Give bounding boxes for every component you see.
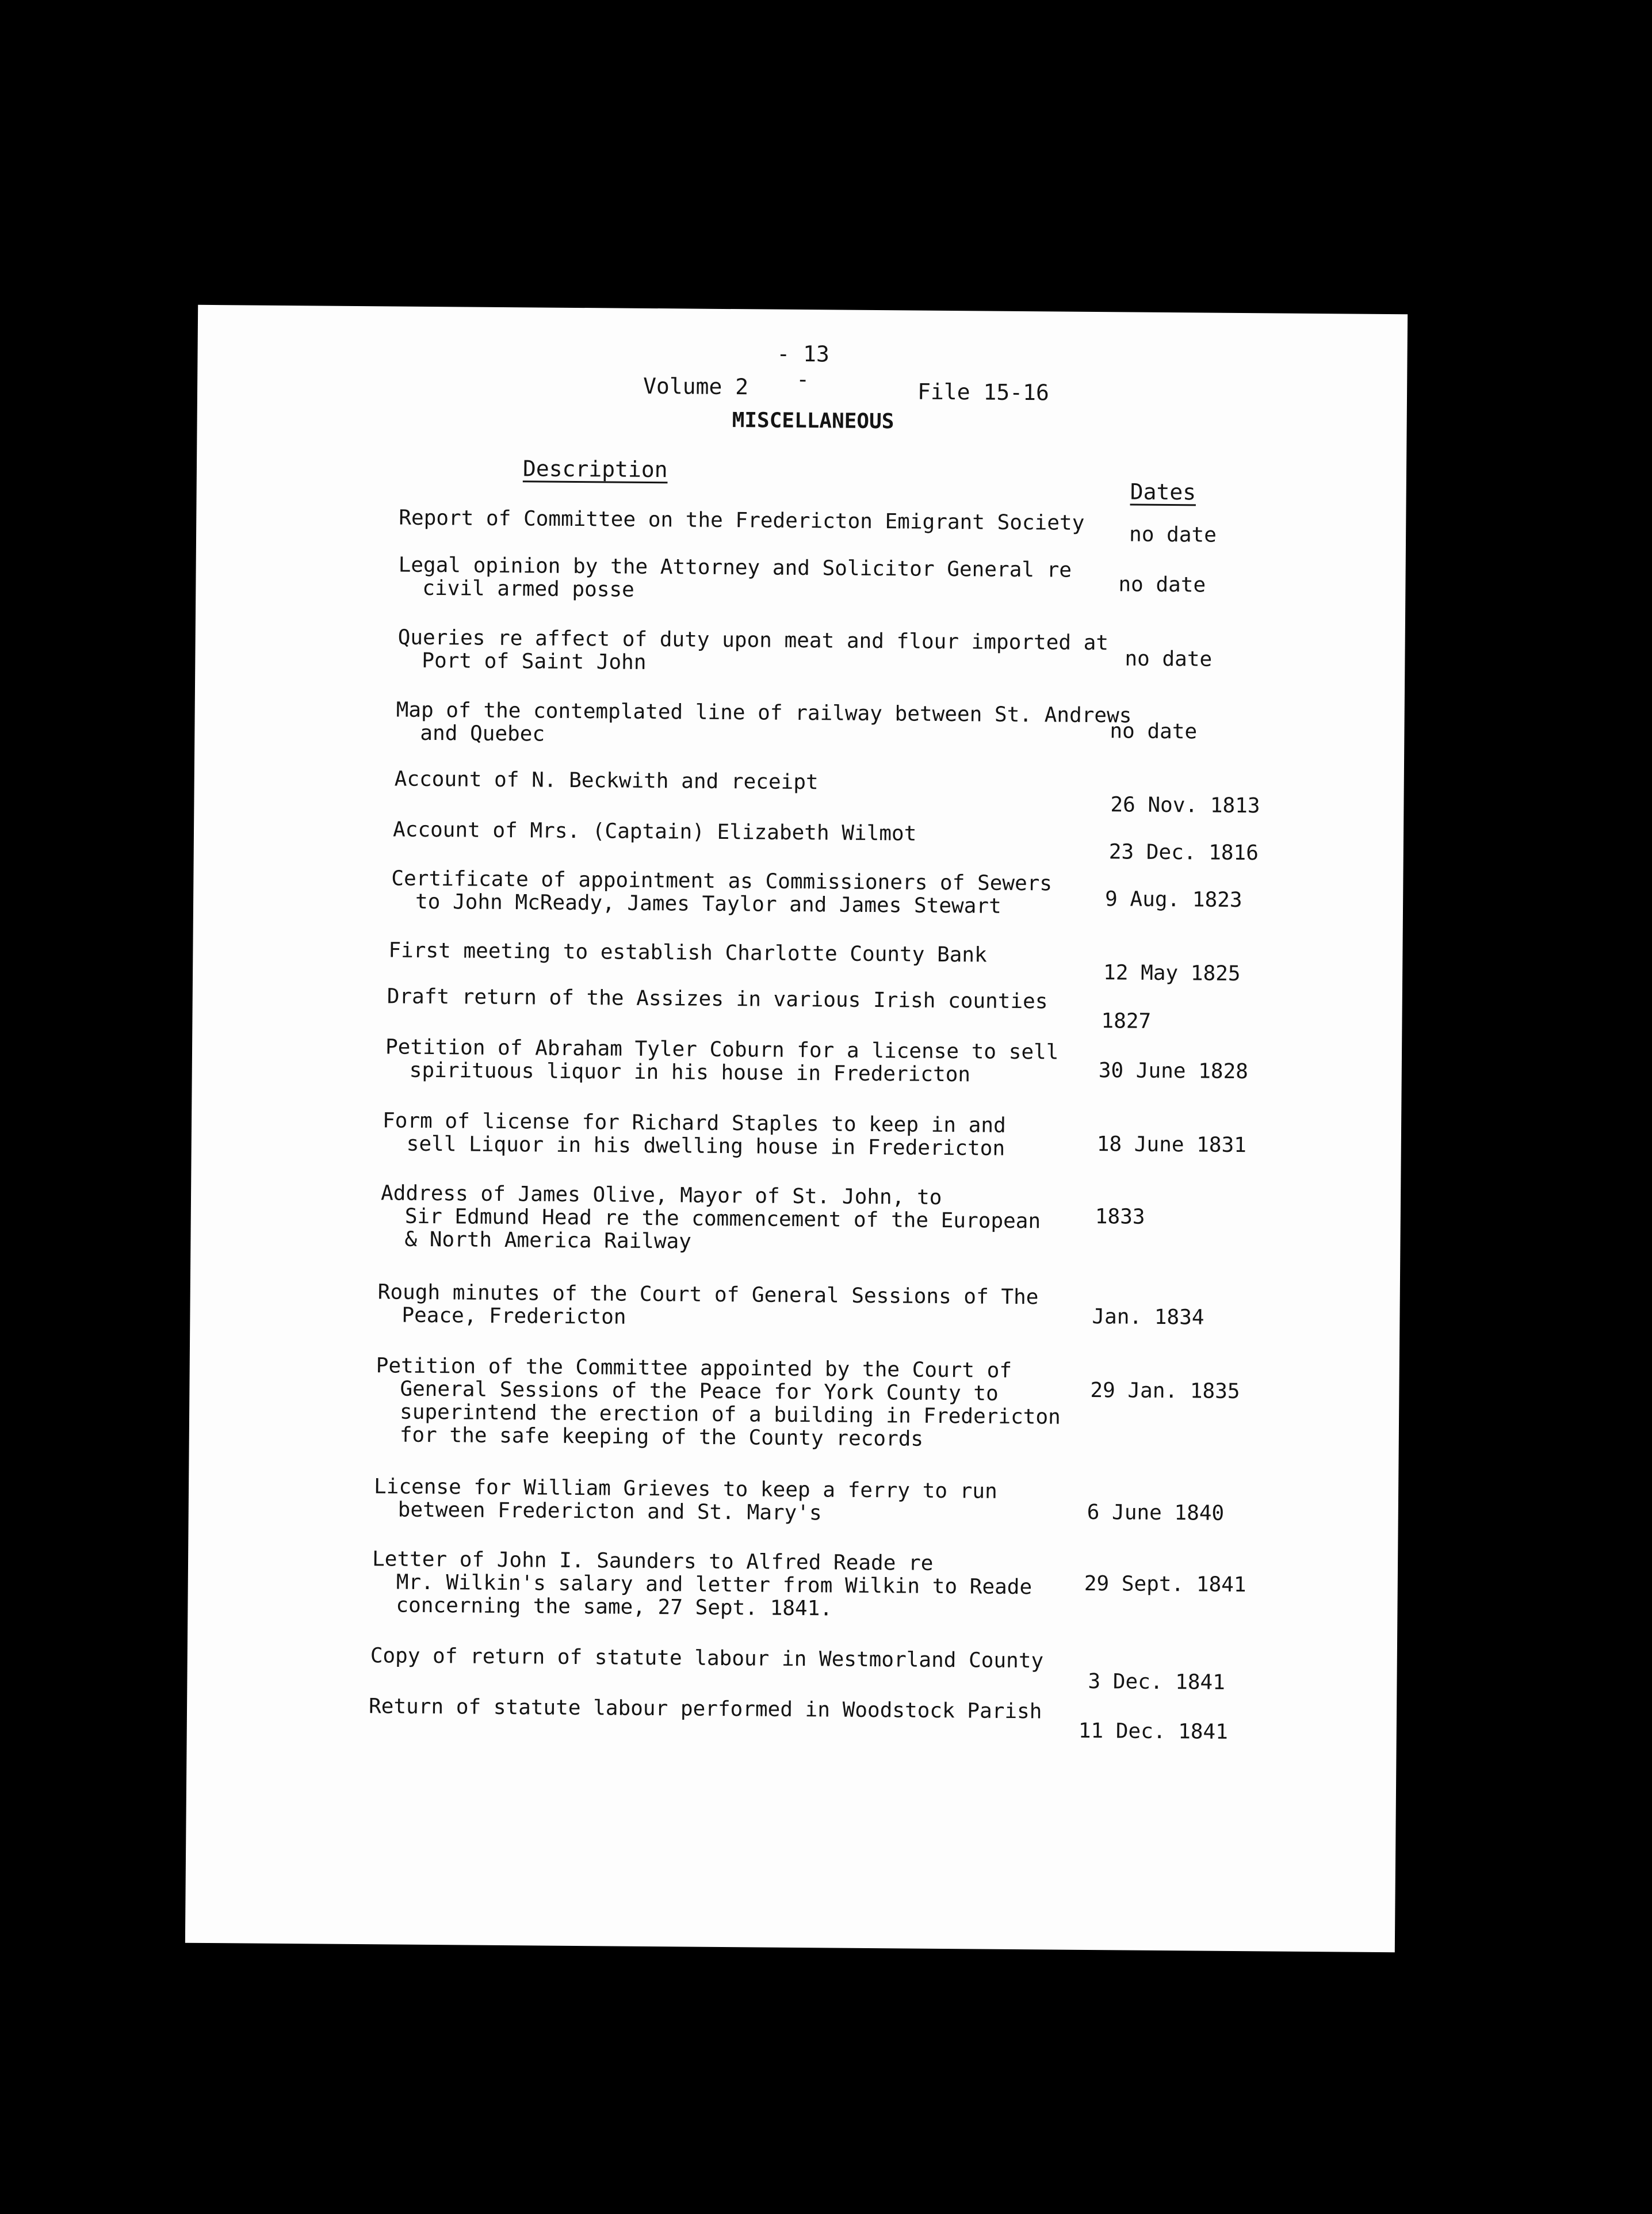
entry-description: Return of statute labour performed in Woodstock Parish: [368, 1694, 1042, 1724]
entry-description: Queries re affect of duty upon meat and flour imported at Port of Saint John: [397, 625, 1109, 674]
entry-description: Map of the contemplated line of railway between St. Andrews and Quebec: [396, 698, 1132, 746]
page-number: - 13 -: [777, 341, 829, 392]
entry-description: Petition of Abraham Tyler Coburn for a license to sell spirituous liquor in his house in Fredericton: [385, 1035, 1059, 1087]
entry-description: Petition of the Committee appointed by the Court of General Sessions of the Peace for York County to superintend the erection of a building in Fredericton for the safe keeping of the County records: [376, 1354, 1061, 1451]
entry-description: License for William Grieves to keep a ferry to run between Fredericton and St. Mary's: [373, 1475, 997, 1525]
document-page: [185, 305, 1408, 1952]
entry-date: 6 June 1840: [1087, 1500, 1225, 1525]
entry-date: 18 June 1831: [1096, 1132, 1247, 1158]
description-column-header: Description: [522, 456, 668, 483]
entry-date: 29 Jan. 1835: [1090, 1379, 1240, 1404]
entry-date: no date: [1125, 647, 1213, 671]
entry-description: Account of Mrs. (Captain) Elizabeth Wilmot: [392, 818, 917, 846]
entry-date: no date: [1129, 522, 1217, 547]
entry-date: 1833: [1095, 1205, 1145, 1229]
file-label: File 15-16: [917, 379, 1050, 406]
entry-description: Certificate of appointment as Commissioners of Sewers to John McReady, James Taylor and James Stewart: [391, 866, 1053, 918]
dates-column-header: Dates: [1130, 479, 1196, 505]
entry-date: 23 Dec. 1816: [1108, 840, 1259, 865]
entry-date: no date: [1118, 572, 1206, 597]
entry-description: Report of Committee on the Fredericton Emigrant Society: [399, 506, 1085, 535]
entry-description: Copy of return of statute labour in Westmorland County: [370, 1644, 1044, 1673]
entry-description: Draft return of the Assizes in various Irish counties: [387, 984, 1048, 1014]
entry-description: First meeting to establish Charlotte County Bank: [388, 938, 987, 967]
entry-date: Jan. 1834: [1092, 1305, 1204, 1330]
entry-description: Letter of John I. Saunders to Alfred Reade re Mr. Wilkin's salary and letter from Wilkin to Reade concerning the same, 27 Sept. 1841.: [372, 1547, 1032, 1621]
entry-date: 9 Aug. 1823: [1104, 887, 1242, 913]
entry-description: Account of N. Beckwith and receipt: [394, 767, 819, 795]
entry-date: 3 Dec. 1841: [1088, 1670, 1226, 1694]
entry-date: 26 Nov. 1813: [1110, 793, 1260, 818]
entry-date: 12 May 1825: [1103, 961, 1241, 986]
entry-description: Legal opinion by the Attorney and Solicitor General re civil armed posse: [398, 553, 1072, 602]
entry-date: 11 Dec. 1841: [1078, 1719, 1229, 1744]
entry-description: Address of James Olive, Mayor of St. John, to Sir Edmund Head re the commencement of the European & North America Railway: [380, 1181, 1041, 1254]
entry-date: 30 June 1828: [1098, 1059, 1249, 1084]
entry-description: Form of license for Richard Staples to keep in and sell Liquor in his dwelling house in Fredericton: [382, 1109, 1006, 1161]
volume-label: Volume 2: [643, 373, 749, 400]
entry-date: 29 Sept. 1841: [1084, 1571, 1246, 1597]
section-title: MISCELLANEOUS: [732, 409, 894, 434]
entry-date: 1827: [1101, 1009, 1152, 1033]
entry-date: no date: [1110, 719, 1198, 744]
entry-description: Rough minutes of the Court of General Sessions of The Peace, Fredericton: [377, 1280, 1039, 1329]
